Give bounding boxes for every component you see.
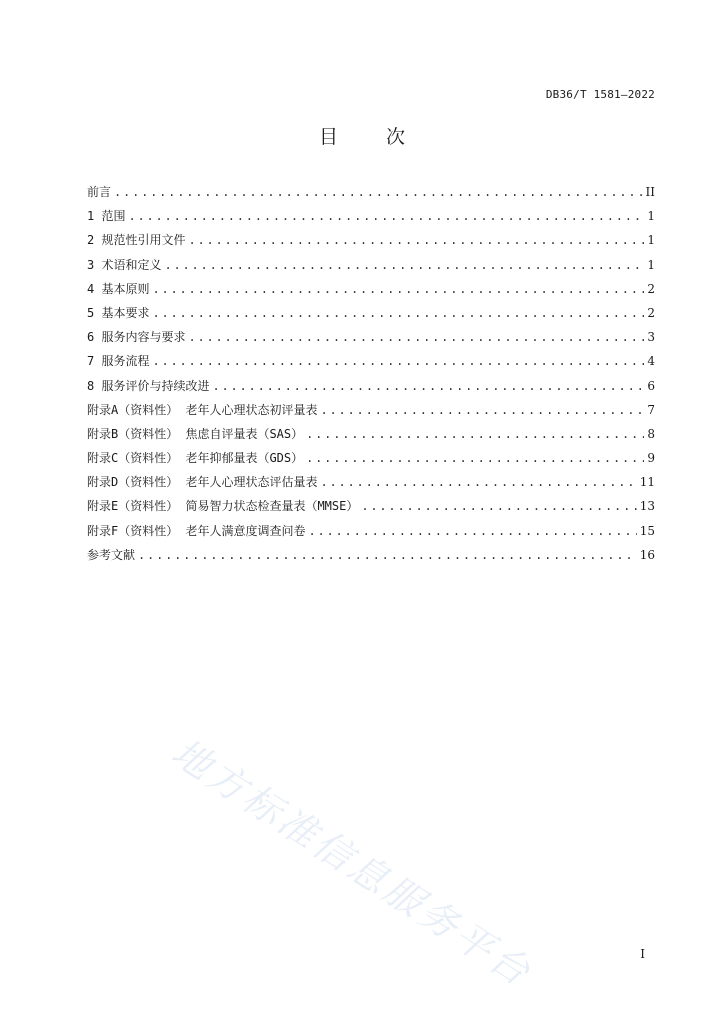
toc-entry-page: 16 [639, 547, 655, 562]
toc-entry-page: 1 [647, 209, 655, 224]
toc-entry-label: 附录F（资料性） 老年人满意度调查问卷 [87, 523, 306, 538]
toc-entry[interactable] [87, 304, 655, 328]
toc-entry[interactable] [87, 352, 655, 376]
toc-leader-dots [306, 427, 644, 441]
standard-code: DB36/T 1581—2022 [545, 88, 655, 101]
toc-leader-dots [164, 258, 644, 272]
table-of-contents [87, 183, 655, 570]
toc-entry-page: 3 [647, 330, 655, 345]
toc-entry-label: 8 服务评价与持续改进 [87, 378, 210, 393]
toc-entry[interactable] [87, 401, 655, 425]
toc-entry-label: 5 基本要求 [87, 305, 150, 320]
toc-entry[interactable] [87, 473, 655, 497]
toc-entry[interactable] [87, 546, 655, 570]
toc-leader-dots [152, 354, 644, 368]
toc-entry[interactable] [87, 256, 655, 280]
toc-entry-label: 6 服务内容与要求 [87, 330, 186, 345]
toc-entry-page: 9 [647, 451, 655, 466]
toc-leader-dots [320, 475, 636, 489]
toc-entry-label: 7 服务流程 [87, 354, 150, 369]
toc-entry-page: II [645, 185, 655, 199]
toc-entry-label: 附录D（资料性） 老年人心理状态评估量表 [87, 475, 318, 490]
toc-entry-page: 1 [647, 257, 655, 272]
toc-entry[interactable] [87, 377, 655, 401]
toc-leader-dots [306, 451, 644, 465]
toc-title [0, 122, 724, 149]
toc-leader-dots [320, 403, 644, 417]
toc-leader-dots [152, 282, 644, 296]
toc-entry[interactable] [87, 183, 655, 207]
toc-entry-page: 2 [647, 305, 655, 320]
toc-leader-dots [152, 306, 644, 320]
toc-entry[interactable] [87, 280, 655, 304]
toc-leader-dots [188, 330, 644, 344]
toc-leader-dots [308, 524, 636, 538]
toc-entry-page: 15 [639, 523, 655, 538]
toc-entry-page: 11 [639, 475, 655, 490]
toc-entry-page: 7 [647, 402, 655, 417]
toc-leader-dots [138, 548, 637, 562]
toc-entry-page: 2 [647, 281, 655, 296]
toc-entry[interactable] [87, 449, 655, 473]
toc-entry-page: 6 [647, 378, 655, 393]
toc-entry[interactable] [87, 522, 655, 546]
toc-leader-dots [114, 185, 643, 199]
toc-leader-dots [212, 379, 644, 393]
toc-entry-label: 附录A（资料性） 老年人心理状态初评量表 [87, 402, 318, 417]
toc-entry-label: 3 术语和定义 [87, 257, 162, 272]
toc-entry[interactable] [87, 425, 655, 449]
watermark: 地方标准信息服务平台 [164, 729, 541, 996]
toc-entry-page: 13 [639, 499, 655, 514]
toc-leader-dots [128, 209, 644, 223]
toc-entry-label: 1 范围 [87, 209, 126, 224]
toc-entry-page: 1 [647, 233, 655, 248]
toc-entry-label: 4 基本原则 [87, 281, 150, 296]
toc-entry-label: 前言 [87, 185, 112, 199]
toc-entry-label: 附录E（资料性） 简易智力状态检查量表（MMSE） [87, 499, 359, 514]
toc-leader-dots [188, 233, 644, 247]
page-number: I [640, 947, 645, 961]
toc-entry[interactable] [87, 231, 655, 255]
toc-entry[interactable] [87, 207, 655, 231]
toc-leader-dots [361, 499, 636, 513]
toc-entry[interactable] [87, 497, 655, 521]
toc-entry-label: 附录B（资料性） 焦虑自评量表（SAS） [87, 426, 304, 441]
toc-entry-label: 2 规范性引用文件 [87, 233, 186, 248]
toc-entry-page: 4 [647, 354, 655, 369]
toc-entry[interactable] [87, 328, 655, 352]
toc-entry-label: 附录C（资料性） 老年抑郁量表（GDS） [87, 451, 304, 466]
toc-entry-label: 参考文献 [87, 547, 136, 562]
toc-title-char-2: 次 [386, 126, 406, 148]
toc-title-char-1: 目 [318, 126, 338, 148]
toc-entry-page: 8 [647, 426, 655, 441]
